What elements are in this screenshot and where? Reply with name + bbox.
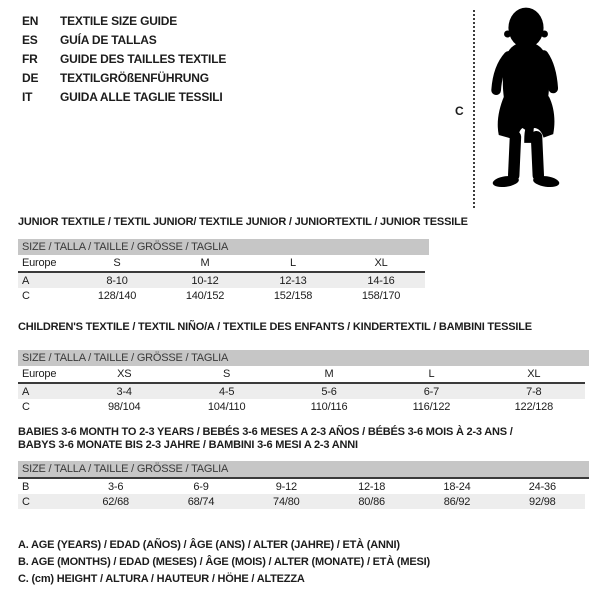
value-cell: 122/128	[514, 400, 554, 413]
language-label: TEXTILGRÖßENFÜHRUNG	[60, 71, 209, 85]
language-row-de	[22, 69, 226, 88]
footnote-age-years: A. AGE (YEARS) / EDAD (AÑOS) / ÂGE (ANS) / ALTER (JAHRE) / ETÀ (ANNI)	[18, 539, 400, 551]
language-code: DE	[22, 71, 39, 85]
value-cell: 158/170	[361, 289, 401, 302]
value-cell: 152/158	[273, 289, 313, 302]
footnote-age-months: B. AGE (MONTHS) / EDAD (MESES) / ÂGE (MOIS) / ALTER (MONATE) / ETÀ (MESI)	[18, 556, 430, 568]
age-row	[18, 273, 425, 288]
size-cell: M	[200, 257, 210, 269]
size-header-bar: SIZE / TALLA / TAILLE / GRÖSSE / TAGLIA	[18, 350, 589, 366]
size-cell: XS	[117, 368, 132, 380]
row-label: C	[22, 289, 30, 302]
language-code: FR	[22, 52, 38, 66]
children-table	[18, 321, 589, 414]
table-title: JUNIOR TEXTILE / TEXTIL JUNIOR/ TEXTILE JUNIOR / JUNIORTEXTIL / JUNIOR TESSILE	[18, 216, 468, 228]
value-cell: 9-12	[275, 480, 297, 493]
value-cell: 98/104	[107, 400, 141, 413]
value-cell: 4-5	[218, 385, 235, 398]
value-cell: 24-36	[528, 480, 556, 493]
value-cell: 110/116	[310, 400, 348, 413]
table-title-line2: BABYS 3-6 MONATE BIS 2-3 JAHRE / BAMBINI 3-6 MESI A 2-3 ANNI	[18, 439, 358, 451]
footnote-height: C. (cm) HEIGHT / ALTURA / HAUTEUR / HÖHE / ALTEZZA	[18, 573, 305, 585]
height-reference-dotted-line	[473, 10, 475, 208]
size-cell: L	[290, 257, 296, 269]
value-cell: 116/122	[412, 400, 451, 413]
value-cell: 68/74	[187, 495, 215, 508]
language-code: ES	[22, 33, 38, 47]
value-cell: 8-10	[106, 274, 128, 287]
value-cell: 5-6	[321, 385, 337, 398]
size-header-bar: SIZE / TALLA / TAILLE / GRÖSSE / TAGLIA	[18, 239, 429, 255]
baby-silhouette-image	[481, 5, 571, 207]
size-cell: XL	[527, 368, 541, 380]
value-cell: 10-12	[191, 274, 219, 287]
value-cell: 92/98	[529, 495, 556, 508]
value-cell: 74/80	[273, 495, 300, 508]
value-cell: 7-8	[526, 385, 542, 398]
value-cell: 140/152	[185, 289, 225, 302]
language-list	[22, 12, 226, 107]
value-cell: 104/110	[207, 400, 246, 413]
babies-table	[18, 426, 589, 509]
region-label: Europe	[22, 257, 57, 269]
language-row-fr	[22, 50, 226, 69]
table-title-line1: BABIES 3-6 MONTH TO 2-3 YEARS / BEBÉS 3-6 MESES A 2-3 AÑOS / BÉBÉS 3-6 MOIS À 2-3 ANS /	[18, 426, 513, 438]
size-cell: S	[223, 368, 231, 380]
size-row	[18, 255, 425, 273]
value-cell: 80/86	[358, 495, 385, 508]
language-label: TEXTILE SIZE GUIDE	[60, 14, 178, 28]
value-cell: 18-24	[443, 480, 471, 493]
language-row-es	[22, 31, 226, 50]
age-months-row	[18, 479, 585, 494]
value-cell: 62/68	[102, 495, 129, 508]
value-cell: 3-6	[108, 480, 124, 493]
value-cell: 3-4	[116, 385, 132, 398]
height-row	[18, 399, 585, 414]
size-cell: XL	[374, 257, 388, 269]
value-cell: 6-9	[193, 480, 209, 493]
size-row	[18, 366, 585, 384]
language-row-en	[22, 12, 226, 31]
size-cell: S	[113, 257, 121, 269]
row-label: A	[22, 274, 30, 287]
table-title: CHILDREN'S TEXTILE / TEXTIL NIÑO/A / TEXTILE DES ENFANTS / KINDERTEXTIL / BAMBINI TESSILE	[18, 321, 532, 333]
value-cell: 128/140	[97, 289, 137, 302]
value-cell: 6-7	[423, 385, 440, 398]
row-label: C	[22, 400, 30, 413]
size-cell: L	[428, 368, 435, 380]
value-cell: 12-18	[358, 480, 386, 493]
height-row	[18, 288, 425, 303]
row-label: C	[22, 495, 30, 508]
value-cell: 86/92	[443, 495, 471, 508]
language-label: GUIDE DES TAILLES TEXTILE	[60, 52, 227, 66]
size-cell: M	[324, 368, 334, 380]
height-label-c: C	[455, 104, 464, 118]
language-code: EN	[22, 14, 39, 28]
language-code: IT	[22, 90, 33, 104]
junior-table	[18, 216, 468, 303]
region-label: Europe	[22, 368, 57, 380]
value-cell: 12-13	[279, 274, 307, 287]
size-header-bar: SIZE / TALLA / TAILLE / GRÖSSE / TAGLIA	[18, 461, 589, 479]
language-label: GUÍA DE TALLAS	[60, 33, 157, 47]
height-row	[18, 494, 585, 509]
age-row	[18, 384, 585, 399]
language-label: GUIDA ALLE TAGLIE TESSILI	[60, 90, 223, 104]
language-row-it	[22, 88, 226, 107]
row-label: A	[22, 385, 30, 398]
footnote-legend	[18, 537, 430, 588]
value-cell: 14-16	[367, 274, 395, 287]
row-label: B	[22, 480, 30, 493]
